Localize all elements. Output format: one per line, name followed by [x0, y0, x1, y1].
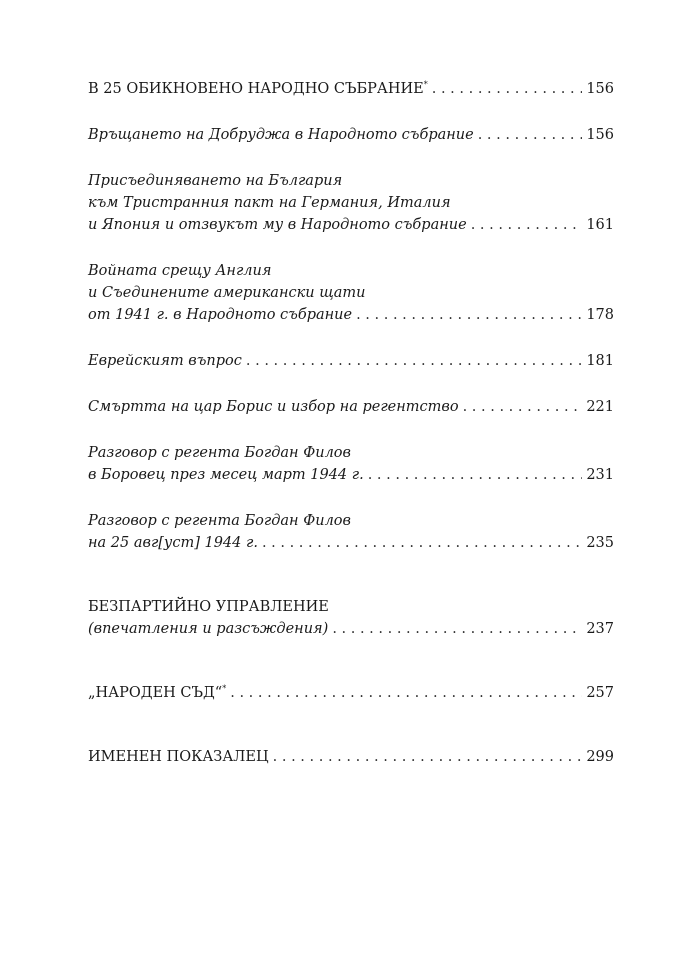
- toc-entry: [88, 442, 614, 486]
- dot-leader: [262, 532, 582, 554]
- toc-entry-title: БЕЗПАРТИЙНО УПРАВЛЕНИЕ: [88, 599, 329, 615]
- page-number: 156: [586, 81, 614, 97]
- toc-entry-final-line: [88, 746, 614, 768]
- toc-entry-line: [88, 596, 614, 618]
- page-number: 299: [586, 749, 614, 765]
- toc-entry-final-line: [88, 532, 614, 554]
- dot-leader: [246, 350, 582, 372]
- toc-entry-line: [88, 192, 614, 214]
- dot-leader: [332, 618, 582, 640]
- page-number: 257: [586, 685, 614, 701]
- toc-entry-title: (впечатления и разсъждения): [88, 621, 329, 637]
- toc-entry: [88, 350, 614, 372]
- footnote-marker: *: [423, 80, 428, 89]
- page-number: 237: [586, 621, 614, 637]
- toc-entry: [88, 682, 614, 704]
- table-of-contents: [88, 78, 614, 768]
- toc-entry-title: Разговор с регента Богдан Филов: [88, 513, 351, 529]
- toc-entry-title: Разговор с регента Богдан Филов: [88, 445, 351, 461]
- toc-entry-title: от 1941 г. в Народното събрание: [88, 307, 353, 323]
- toc-entry-title: Смъртта на цар Борис и избор на регентство: [88, 399, 459, 415]
- toc-entry: [88, 510, 614, 554]
- toc-entry: [88, 260, 614, 326]
- toc-entry-title: към Тристранния пакт на Германия, Италия: [88, 195, 451, 211]
- page-number: 161: [586, 217, 614, 233]
- page-number: 235: [586, 535, 614, 551]
- toc-entry-final-line: [88, 350, 614, 372]
- dot-leader: [432, 78, 583, 100]
- toc-entry-line: [88, 260, 614, 282]
- toc-entry-final-line: [88, 682, 614, 704]
- page-number: 181: [586, 353, 614, 369]
- dot-leader: [368, 464, 583, 486]
- toc-entry-final-line: [88, 464, 614, 486]
- dot-leader: [273, 746, 583, 768]
- toc-entry: [88, 596, 614, 640]
- toc-entry: [88, 78, 614, 100]
- toc-entry-final-line: [88, 618, 614, 640]
- page-number: 178: [586, 307, 614, 323]
- toc-entry-title: Еврейският въпрос: [88, 353, 242, 369]
- dot-leader: [463, 396, 583, 418]
- toc-entry-title: на 25 авг[уст] 1944 г.: [88, 535, 258, 551]
- toc-entry-title: Връщането на Добруджа в Народното събрание: [88, 127, 474, 143]
- toc-entry-title: в Боровец през месец март 1944 г.: [88, 467, 364, 483]
- toc-entry-line: [88, 510, 614, 532]
- dot-leader: [356, 304, 582, 326]
- toc-entry-final-line: [88, 124, 614, 146]
- toc-entry-title: ИМЕНЕН ПОКАЗАЛЕЦ: [88, 749, 269, 765]
- toc-entry-title: и Япония и отзвукът му в Народното събрание: [88, 217, 467, 233]
- toc-entry-final-line: [88, 396, 614, 418]
- footnote-marker: *: [222, 684, 227, 693]
- toc-entry-line: [88, 282, 614, 304]
- page-number: 231: [586, 467, 614, 483]
- toc-entry-title: и Съединените американски щати: [88, 285, 366, 301]
- toc-entry: [88, 170, 614, 236]
- dot-leader: [478, 124, 583, 146]
- toc-entry-final-line: [88, 214, 614, 236]
- toc-entry: [88, 124, 614, 146]
- toc-entry-title: Войната срещу Англия: [88, 263, 272, 279]
- toc-entry: [88, 746, 614, 768]
- toc-entry-final-line: [88, 78, 614, 100]
- page-number: 221: [586, 399, 614, 415]
- dot-leader: [471, 214, 583, 236]
- dot-leader: [230, 682, 582, 704]
- toc-entry-line: [88, 442, 614, 464]
- toc-entry-title: В 25 ОБИКНОВЕНО НАРОДНО СЪБРАНИЕ*: [88, 80, 428, 97]
- toc-entry-title: Присъединяването на България: [88, 173, 343, 189]
- toc-entry-final-line: [88, 304, 614, 326]
- toc-entry: [88, 396, 614, 418]
- toc-entry-line: [88, 170, 614, 192]
- toc-entry-title: „НАРОДЕН СЪД“*: [88, 684, 227, 701]
- page-number: 156: [586, 127, 614, 143]
